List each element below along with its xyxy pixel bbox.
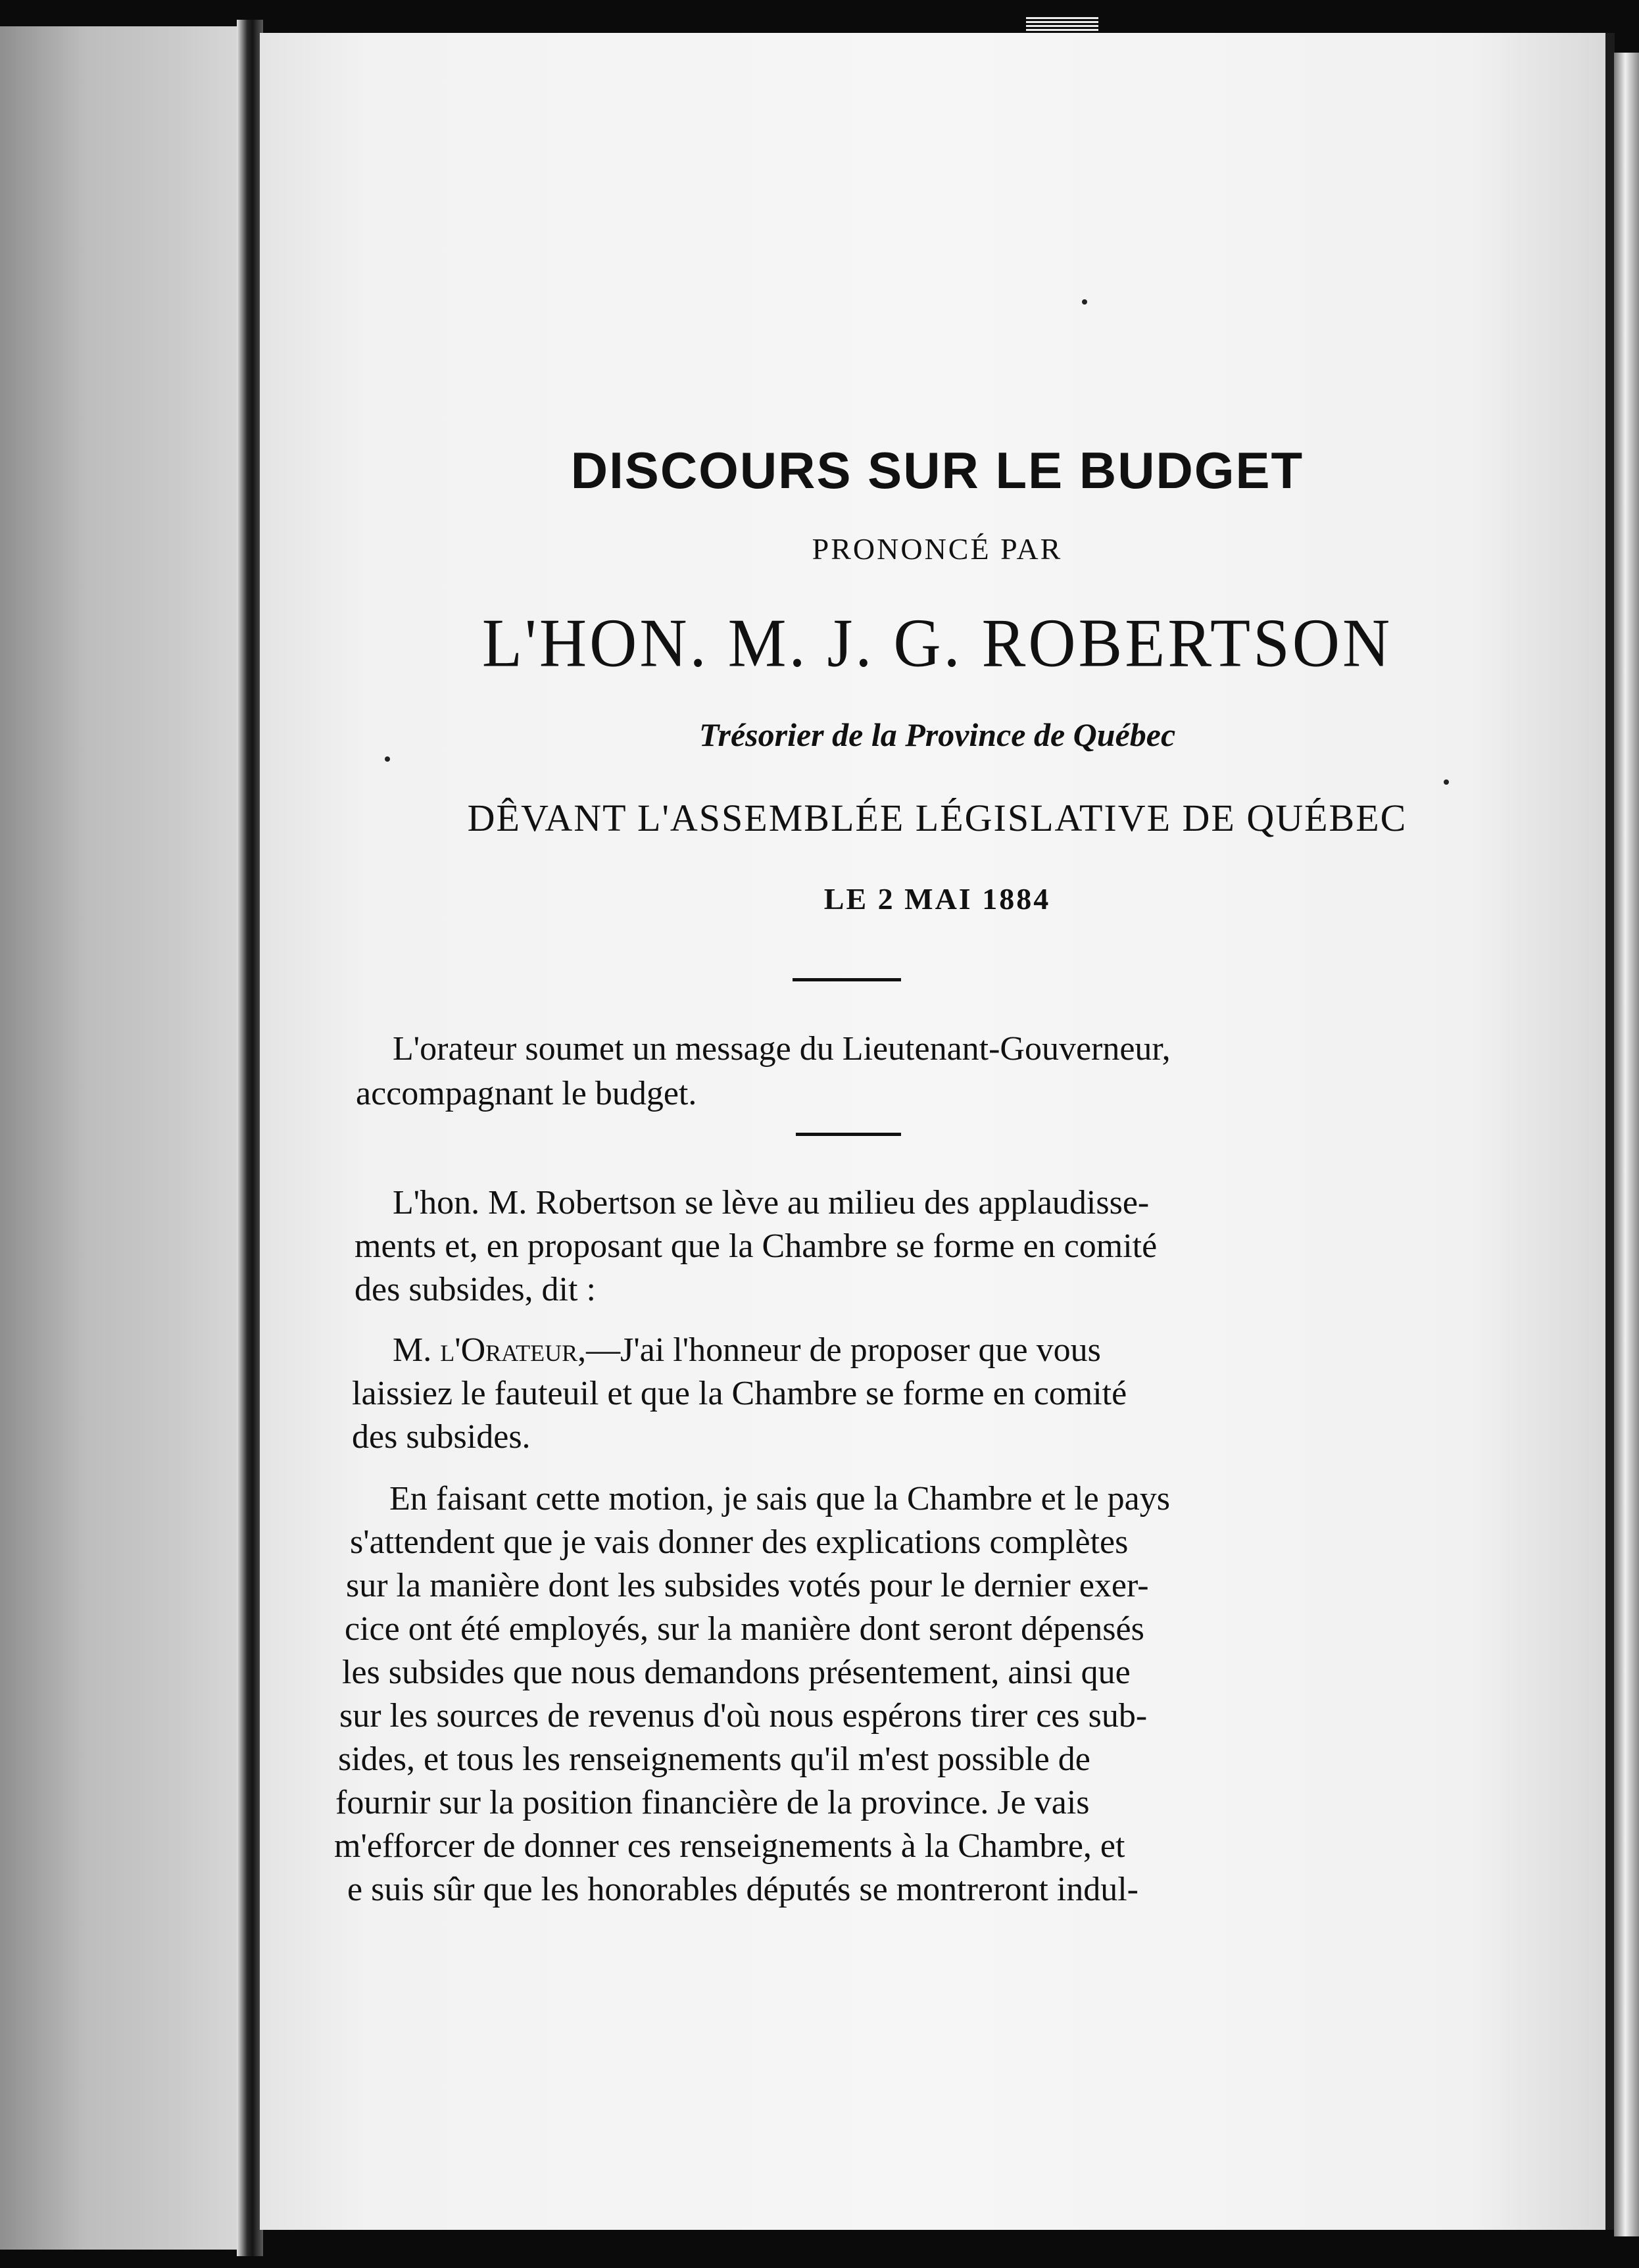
assembly-line: DÊVANT L'ASSEMBLÉE LÉGISLATIVE DE QUÉBEC — [467, 797, 1407, 839]
speech-date: LE 2 MAI 1884 — [823, 882, 1051, 916]
divider-rule — [793, 978, 901, 981]
orator-office: Trésorier de la Province de Québec — [698, 716, 1176, 753]
orator-name: L'HON. M. J. G. ROBERTSON — [481, 604, 1393, 681]
scan-artifact — [1026, 16, 1098, 31]
paragraph-4-line-2: s'attendent que je vais donner des explications complètes — [350, 1523, 1129, 1561]
paragraph-4-line-7: sides, et tous les renseignements qu'il m'est possible de — [338, 1740, 1090, 1778]
ink-speck — [385, 756, 390, 762]
document-subtitle: PRONONCÉ PAR — [812, 532, 1063, 566]
paragraph-3-line-1 — [393, 1329, 1101, 1371]
document-title: DISCOURS SUR LE BUDGET — [570, 441, 1304, 499]
paragraph-2-line-3: des subsides, dit : — [355, 1271, 596, 1308]
lead-rest: ,—J'ai l'honneur de proposer que vous — [577, 1331, 1101, 1369]
paragraph-4-line-5: les subsides que nous demandons présentement, ainsi que — [342, 1654, 1131, 1691]
paragraph-4-line-8: fournir sur la position financière de la province. Je vais — [335, 1784, 1090, 1821]
paragraph-4-line-6: sur les sources de revenus d'où nous espérons tirer ces sub- — [339, 1697, 1148, 1735]
paragraph-2-line-1: L'hon. M. Robertson se lève au milieu des applaudisse- — [393, 1184, 1150, 1221]
paragraph-3-line-3: des subsides. — [352, 1418, 531, 1456]
paragraph-1-line-1: L'orateur soumet un message du Lieutenant-Gouverneur, — [393, 1030, 1171, 1068]
divider-rule — [796, 1133, 901, 1136]
lead-smallcaps: l'Orateur — [440, 1331, 578, 1369]
ink-speck — [1444, 779, 1449, 785]
book-gutter — [237, 20, 263, 2256]
paragraph-4-line-1: En faisant cette motion, je sais que la Chambre et le pays — [389, 1480, 1170, 1517]
lead-prefix: M. — [393, 1331, 441, 1369]
paragraph-2-line-2: ments et, en proposant que la Chambre se forme en comité — [355, 1227, 1158, 1265]
paragraph-3-line-2: laissiez le fauteuil et que la Chambre se forme en comité — [352, 1375, 1127, 1412]
ink-speck — [1082, 299, 1087, 305]
paragraph-4-line-9: m'efforcer de donner ces renseignements à la Chambre, et — [334, 1827, 1125, 1865]
paragraph-4-line-4: cice ont été employés, sur la manière dont seront dépensés — [345, 1610, 1144, 1648]
page-right-edge — [1614, 53, 1639, 2236]
previous-page-edge — [0, 26, 243, 2250]
paragraph-4-line-10: e suis sûr que les honorables députés se montreront indul- — [347, 1871, 1138, 1908]
paragraph-4-line-3: sur la manière dont les subsides votés pour le dernier exer- — [346, 1567, 1149, 1604]
paragraph-1-line-2: accompagnant le budget. — [356, 1075, 697, 1112]
